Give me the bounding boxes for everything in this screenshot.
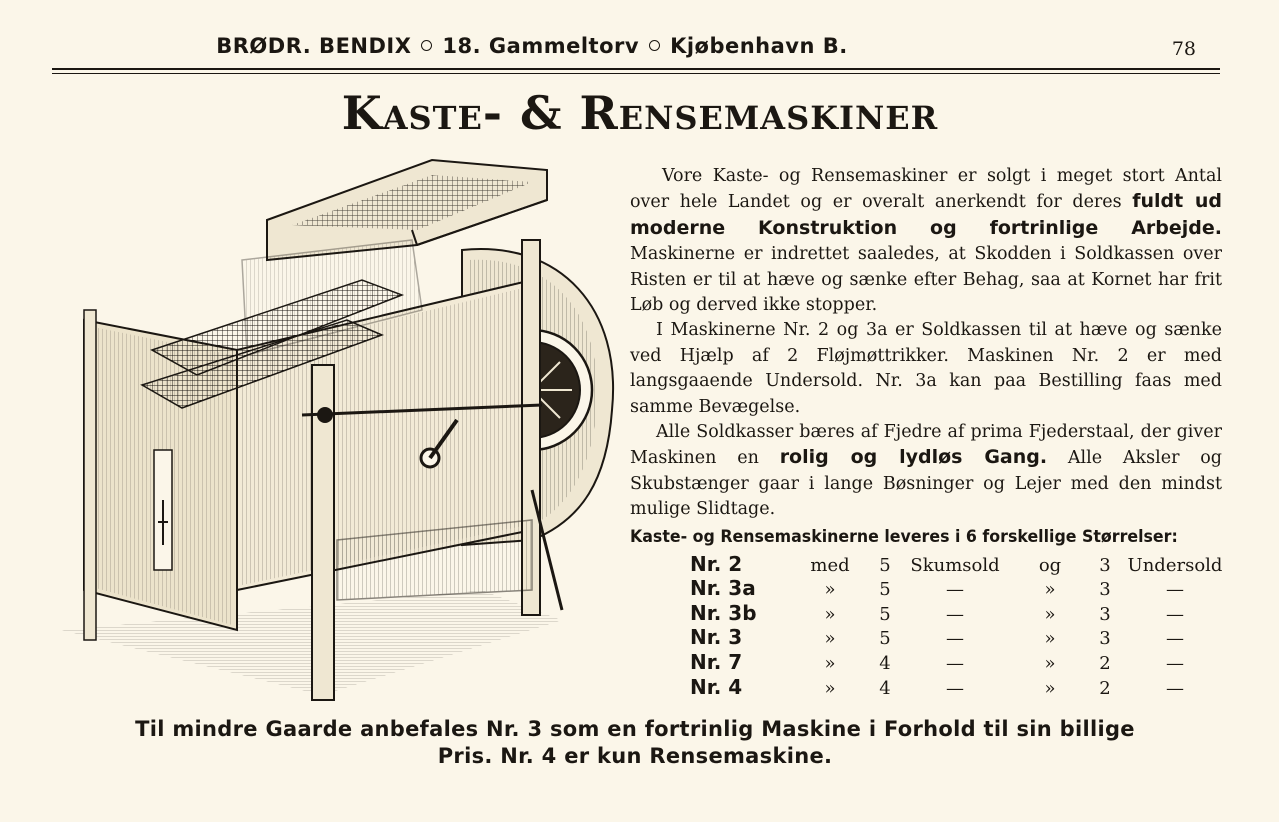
size-cell-nr: Nr. 3b [690, 600, 757, 625]
size-cell-c3: Skumsold [910, 554, 1000, 576]
size-cell-c4: » [1044, 603, 1056, 625]
size-cell-c4: og [1038, 554, 1062, 576]
firm-address: 18. Gammeltorv [442, 34, 640, 58]
separator-circle-icon [421, 40, 432, 51]
size-cell-c4: » [1044, 579, 1056, 601]
winnowing-machine-illustration [62, 150, 632, 710]
size-cell-c6: Undersold [1127, 554, 1223, 576]
size-row [690, 600, 1230, 625]
size-cell-nr: Nr. 4 [690, 674, 743, 699]
size-cell-c1: » [824, 628, 836, 650]
footer-line-1: Til mindre Gaarde anbefales Nr. 3 som en fortrinlig Maskine i Forhold til sin billige [135, 717, 1135, 741]
header-line [52, 34, 1012, 58]
size-cell-c2: 5 [879, 628, 891, 650]
size-cell-c6: — [1166, 677, 1184, 699]
size-cell-c3: — [946, 603, 964, 625]
header-rule [52, 68, 1220, 70]
size-cell-c2: 5 [879, 554, 891, 576]
size-cell-c1: » [824, 603, 836, 625]
firm-name: BRØDR. BENDIX [216, 34, 412, 58]
page-header [52, 34, 1220, 70]
paragraph-3-bold: rolig og lydløs Gang. [779, 446, 1048, 469]
size-row [690, 649, 1230, 674]
header-rule-thin [52, 73, 1220, 74]
size-cell-nr: Nr. 2 [690, 551, 743, 576]
size-row [690, 576, 1230, 601]
size-cell-c1: med [810, 554, 850, 576]
size-cell-c5: 3 [1099, 554, 1111, 576]
paragraph-3 [630, 420, 1222, 523]
size-cell-c3: — [946, 677, 964, 699]
size-cell-c2: 5 [879, 579, 891, 601]
firm-city: Kjøbenhavn B. [670, 34, 848, 58]
footer-line-2: Pris. Nr. 4 er kun Rensemaskine. [437, 744, 833, 768]
size-cell-c5: 3 [1099, 579, 1111, 601]
footer-recommendation [40, 716, 1230, 770]
size-cell-nr: Nr. 7 [690, 649, 743, 674]
size-cell-c6: — [1166, 579, 1184, 601]
size-row [690, 674, 1230, 699]
size-cell-c2: 4 [879, 677, 891, 699]
size-cell-c3: — [946, 628, 964, 650]
sizes-heading: Kaste- og Rensemaskinerne leveres i 6 forskellige Størrelser: [630, 527, 1178, 547]
paragraph-2: I Maskinerne Nr. 2 og 3a er Soldkassen til at hæve og sænke ved Hjælp af 2 Fløjmøttrikker. Maskinen Nr. 2 er med langsgaaende Undersold. Nr. 3a kan paa Bestilling faas med samme Bevægelse. [630, 320, 1222, 417]
size-cell-nr: Nr. 3a [690, 576, 756, 601]
size-cell-c6: — [1166, 603, 1184, 625]
size-cell-c4: » [1044, 652, 1056, 674]
size-row [690, 551, 1230, 576]
size-cell-c1: » [824, 579, 836, 601]
description-text [630, 164, 1222, 523]
size-cell-c5: 2 [1099, 677, 1111, 699]
size-row [690, 625, 1230, 650]
page-title: Kaste- & Rensemaskiner [341, 86, 939, 140]
paragraph-3-text-a: Alle Soldkasser bæres af Fjedre af prima Fjederstaal, der giver Maskinen en [630, 422, 1222, 469]
size-cell-c3: — [946, 579, 964, 601]
size-cell-c5: 3 [1099, 603, 1111, 625]
size-cell-c4: » [1044, 628, 1056, 650]
sizes-table [690, 551, 1230, 699]
size-cell-c5: 3 [1099, 628, 1111, 650]
paragraph-1-bold: fuldt ud moderne Konstruktion og fortrinlige Arbejde. [630, 190, 1223, 239]
size-cell-c1: » [824, 677, 836, 699]
size-cell-c1: » [824, 652, 836, 674]
size-cell-c2: 4 [879, 652, 891, 674]
size-cell-c5: 2 [1099, 652, 1111, 674]
separator-circle-icon [649, 40, 660, 51]
size-cell-nr: Nr. 3 [690, 625, 743, 650]
paragraph-3-text-b: Alle Aksler og Skubstænger gaar i lange Bøsninger og Lejer med den mindst mulige Slidtage. [630, 448, 1222, 520]
paragraph-1 [630, 164, 1222, 318]
paragraph-1-text-a: Vore Kaste- og Rensemaskiner er solgt i meget stort Antal over hele Landet og er overalt anerkendt for deres [630, 166, 1222, 213]
size-cell-c6: — [1166, 628, 1184, 650]
size-cell-c4: » [1044, 677, 1056, 699]
page-number: 78 [1171, 38, 1196, 60]
size-cell-c3: — [946, 652, 964, 674]
size-cell-c2: 5 [879, 603, 891, 625]
size-cell-c6: — [1166, 652, 1184, 674]
paragraph-1-text-b: Maskinerne er indrettet saaledes, at Skodden i Soldkassen over Risten er til at hæve og sænke efter Behag, saa at Kornet har frit Løb og derved ikke stopper. [630, 244, 1222, 316]
